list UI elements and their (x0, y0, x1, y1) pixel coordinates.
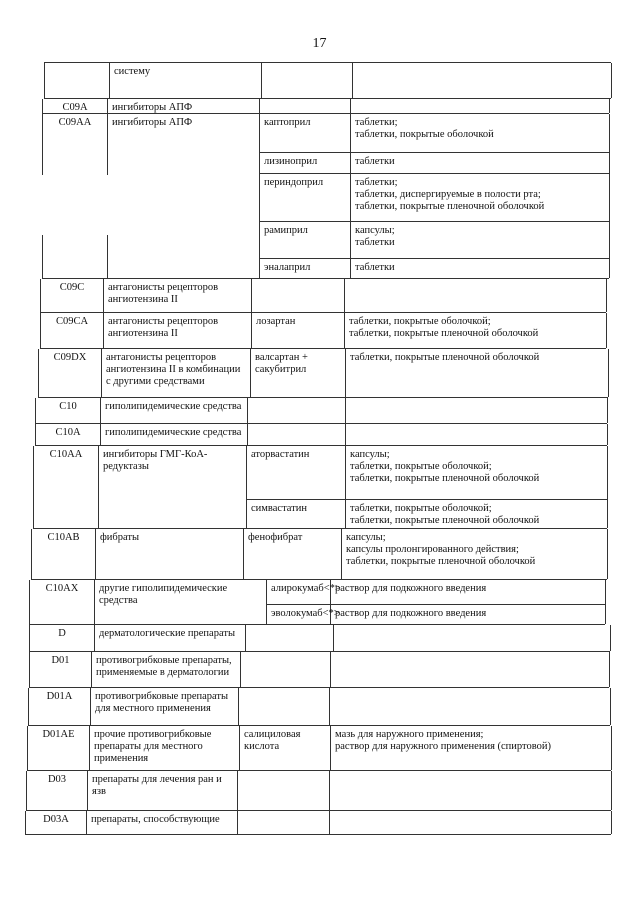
group-name-cell: ингибиторы АПФ (108, 114, 260, 278)
group-name-cell: систему (110, 63, 262, 98)
dosage-forms-column (330, 688, 611, 725)
drug-name-column (240, 726, 331, 770)
dosage-forms-column (331, 652, 610, 687)
dosage-forms-column (345, 313, 607, 348)
dosage-forms-column (346, 349, 609, 397)
dosage-forms (331, 652, 609, 688)
group-name-cell: дерматологические препараты (95, 625, 246, 651)
dosage-forms-column (331, 726, 612, 770)
dosage-forms-column (345, 279, 607, 312)
table-row (38, 349, 608, 398)
atc-code-cell: D01 (30, 652, 92, 687)
table-row (40, 313, 606, 349)
group-name-cell: гиполипидемические средства (101, 424, 248, 445)
dosage-forms: мазь для наружного применения; раствор для наружного применения (спиртовой) (335, 729, 551, 752)
dosage-forms (330, 771, 611, 811)
dosage-forms-column (346, 398, 608, 423)
atc-code-cell: C09CA (41, 313, 104, 348)
drug-name-column (247, 446, 346, 528)
drug-name: салициловая кислота (244, 729, 301, 752)
atc-code-cell: C10 (36, 398, 101, 423)
drug-name: лизиноприл (260, 152, 350, 173)
table-row (35, 424, 607, 446)
drug-name-column (241, 652, 331, 687)
dosage-forms-column (342, 529, 608, 579)
dosage-forms-column (331, 580, 606, 624)
drug-name: эволокумаб<*> (267, 604, 330, 625)
group-name-cell: другие гиполипидемические средства (95, 580, 267, 624)
drug-name (248, 424, 345, 446)
drug-name-column (248, 398, 346, 423)
atc-code-cell: C10AA (34, 446, 99, 528)
drug-name: лозартан (256, 316, 296, 327)
drug-name-column (252, 313, 345, 348)
atc-code-cell: D01AE (28, 726, 90, 770)
dosage-forms: капсулы; капсулы пролонгированного действия; таблетки, покрытые пленочной оболочкой (346, 532, 536, 567)
drug-name-column (260, 114, 351, 278)
table-row (42, 99, 609, 114)
dosage-forms (334, 625, 610, 652)
group-name-cell: противогрибковые препараты для местного применения (91, 688, 239, 725)
drug-name: симвастатин (247, 499, 345, 529)
dosage-forms: капсулы; таблетки (351, 221, 609, 258)
drug-name-column (246, 625, 334, 651)
table-row (27, 726, 611, 771)
dosage-forms-column (353, 63, 612, 98)
drug-name: аторвастатин (251, 449, 310, 460)
table-row (28, 688, 610, 726)
drug-name: фенофибрат (248, 532, 303, 543)
dosage-forms: таблетки (351, 152, 609, 173)
dosage-forms (346, 398, 607, 424)
atc-code-cell (45, 63, 110, 98)
table-row (29, 625, 610, 652)
drug-name-column (260, 99, 351, 113)
drug-name-column (238, 811, 330, 834)
group-name-cell: препараты для лечения ран и язв (88, 771, 238, 810)
drug-name (252, 279, 344, 313)
atc-code-cell: C09A (43, 99, 108, 113)
atc-code-cell: D01A (29, 688, 91, 725)
drug-name-column (262, 63, 353, 98)
table-row (40, 279, 606, 313)
drug-name-column (244, 529, 342, 579)
dosage-forms-column (330, 811, 612, 834)
drug-name (238, 771, 329, 811)
dosage-forms: капсулы; таблетки, покрытые оболочкой; таблетки, покрытые пленочной оболочкой (350, 449, 540, 484)
drug-name-column (248, 424, 346, 445)
atc-code-cell: C09AA (43, 114, 108, 278)
scan-artifact (36, 175, 114, 235)
drug-name: периндоприл (260, 173, 350, 221)
table-row (29, 580, 605, 625)
page-number: 17 (312, 36, 327, 51)
dosage-forms: таблетки, покрытые оболочкой; таблетки, покрытые пленочной оболочкой (346, 499, 607, 529)
drug-name-column (238, 771, 330, 810)
group-name-cell: прочие противогрибковые препараты для местного применения (90, 726, 240, 770)
drug-name: алирокумаб<*> (271, 583, 341, 594)
drug-name-column (267, 580, 341, 624)
dosage-forms (330, 811, 611, 835)
table-row (25, 811, 611, 835)
atc-code-cell: C09C (41, 279, 104, 312)
drug-name (239, 688, 329, 726)
drug-name-column (252, 279, 345, 312)
atc-code-cell: D (30, 625, 95, 651)
drug-name (260, 99, 350, 114)
group-name-cell: антагонисты рецепторов ангиотензина II в комбинации с другими средствами (102, 349, 251, 397)
drug-name: каптоприл (264, 117, 311, 128)
dosage-forms-column (334, 625, 611, 651)
dosage-forms: раствор для подкожного введения (335, 583, 487, 594)
group-name-cell: фибраты (96, 529, 244, 579)
dosage-forms (346, 424, 607, 446)
atc-code-cell: C10A (36, 424, 101, 445)
table-row (31, 529, 607, 580)
table-row (35, 398, 607, 424)
dosage-forms-column (346, 424, 608, 445)
group-name-cell: антагонисты рецепторов ангиотензина II (104, 279, 252, 312)
drug-name: валсартан + сакубитрил (255, 352, 308, 375)
drug-name-column (239, 688, 330, 725)
atc-code-cell: D03 (27, 771, 88, 810)
drug-name: рамиприл (260, 221, 350, 258)
drug-name (241, 652, 330, 688)
dosage-forms: таблетки; таблетки, покрытые оболочкой (355, 117, 494, 140)
dosage-forms (351, 99, 609, 114)
dosage-forms (353, 63, 611, 100)
group-name-cell: ингибиторы АПФ (108, 99, 260, 113)
atc-code-cell: C10AX (30, 580, 95, 624)
drug-name (248, 398, 345, 424)
group-name-cell: антагонисты рецепторов ангиотензина II (104, 313, 252, 348)
dosage-forms: таблетки, покрытые пленочной оболочкой (350, 352, 540, 363)
atc-code-cell: C10AB (32, 529, 96, 579)
table-row (33, 446, 607, 529)
group-name-cell: ингибиторы ГМГ-КоА-редуктазы (99, 446, 247, 528)
drug-name (246, 625, 333, 652)
atc-code-cell: D03A (26, 811, 87, 834)
group-name-cell: противогрибковые препараты, применяемые в дерматологии (92, 652, 241, 687)
drug-name (238, 811, 329, 835)
dosage-forms: раствор для подкожного введения (331, 604, 605, 625)
table-row (44, 62, 611, 99)
table-row (29, 652, 609, 688)
group-name-cell: гиполипидемические средства (101, 398, 248, 423)
drug-name-column (251, 349, 346, 397)
dosage-forms: таблетки (351, 258, 609, 279)
table-row (26, 771, 611, 811)
group-name-cell: препараты, способствующие (87, 811, 238, 834)
table-row (42, 114, 609, 279)
dosage-forms: таблетки; таблетки, диспергируемые в полости рта; таблетки, покрытые пленочной оболочкой (351, 173, 609, 221)
drug-name: эналаприл (260, 258, 350, 279)
dosage-forms-column (330, 771, 612, 810)
dosage-forms-column (351, 99, 610, 113)
drug-name (262, 63, 352, 100)
dosage-forms: таблетки, покрытые оболочкой; таблетки, покрытые пленочной оболочкой (349, 316, 539, 339)
dosage-forms-column (351, 114, 610, 278)
dosage-forms (330, 688, 610, 726)
dosage-forms-column (346, 446, 608, 528)
atc-code-cell: C09DX (39, 349, 102, 397)
dosage-forms (345, 279, 606, 313)
